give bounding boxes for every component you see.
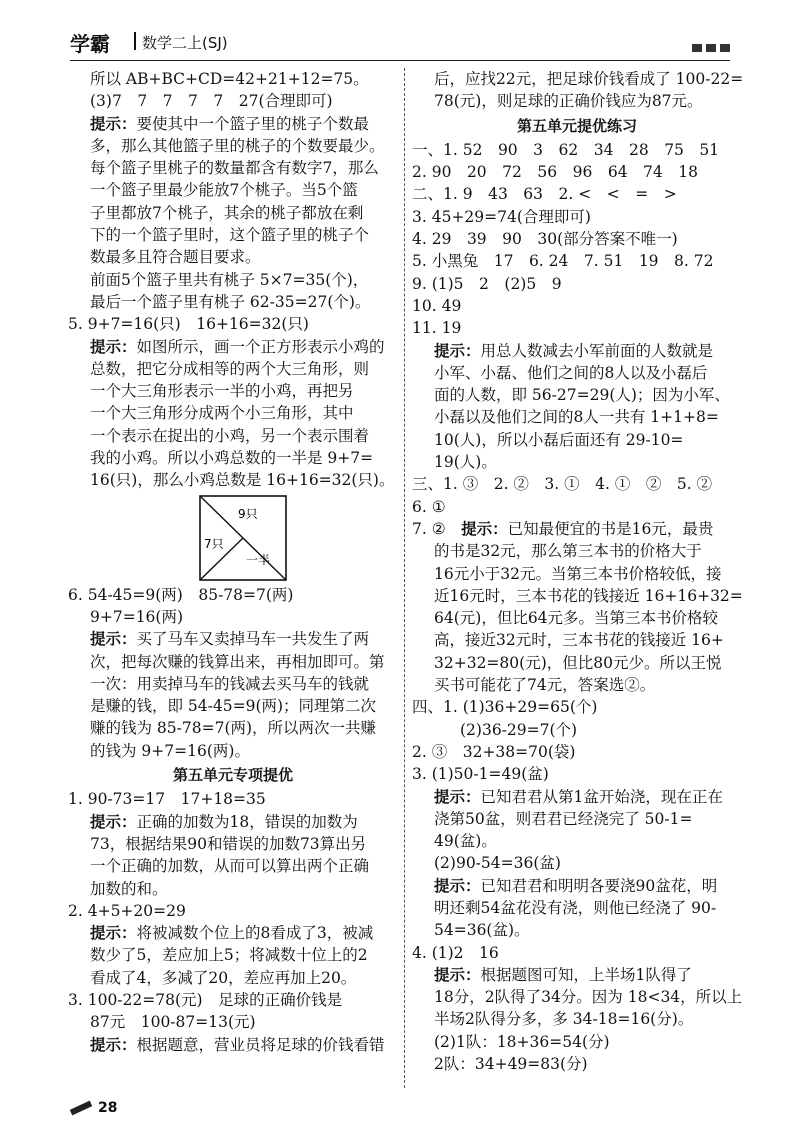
hint-line: 提示：正确的加数为18，错误的加数为 bbox=[90, 811, 358, 831]
answer-line: 54=36(盆)。 bbox=[434, 921, 530, 940]
label-right: 一半 bbox=[246, 552, 271, 567]
answer-line: 2. ③ 32+38=70(袋) bbox=[412, 742, 576, 761]
hint-line: 提示：要使其中一个篮子里的桃子个数最 bbox=[90, 113, 370, 133]
hint-line: 提示：将被减数个位上的8看成了3，被减 bbox=[90, 923, 374, 943]
hint-line: 提示：已知君君从第1盆开始浇，现在正在 bbox=[434, 786, 723, 806]
answer-line: 9+7=16(两) bbox=[90, 607, 184, 626]
answer-line: (2)1队：18+36=54(分) bbox=[434, 1032, 610, 1051]
answer-line: 一个表示在捉出的小鸡，另一个表示围着 bbox=[90, 426, 370, 445]
answer-line: 3. 45+29=74(合理即可) bbox=[412, 207, 591, 226]
right-column bbox=[412, 68, 742, 1075]
answer-line: 87元 100-87=13(元) bbox=[90, 1013, 256, 1032]
answer-line: 一个篮子里最少能放7个桃子。当5个篮 bbox=[90, 181, 358, 200]
chick-figure bbox=[68, 492, 398, 584]
brand-logo: 学霸 bbox=[70, 32, 110, 56]
answer-line: 次，把每次赚的钱算出来，再相加即可。第 bbox=[90, 652, 385, 671]
answer-line: 总数，把它分成相等的两个大三角形，则 bbox=[90, 359, 370, 378]
page-number: 28 bbox=[98, 1100, 118, 1116]
hint-label: 提示： bbox=[90, 629, 137, 649]
answer-line: 看成了4，多减了20，差应再加上20。 bbox=[90, 968, 357, 987]
answer-line: 18分，2队得了34分。因为 18<34，所以上 bbox=[434, 988, 743, 1007]
left-column bbox=[68, 68, 398, 1056]
answer-line: 我的小鸡。所以小鸡总数的一半是 9+7= bbox=[90, 449, 374, 468]
answer-line: 加数的和。 bbox=[90, 879, 168, 898]
answer-line: 5. 9+7=16(只) 16+16=32(只) bbox=[68, 315, 309, 334]
book-subject: 数学二上(SJ) bbox=[142, 34, 228, 52]
answer-line: 的钱为 9+7=16(两)。 bbox=[90, 741, 250, 760]
answer-line: 9. (1)5 2 (2)5 9 bbox=[412, 274, 562, 293]
answer-line: 一个大三角形分成两个小三角形，其中 bbox=[90, 404, 354, 423]
answer-line: 6. 54-45=9(两) 85-78=7(两) bbox=[68, 585, 294, 604]
hint-label: 提示： bbox=[90, 113, 137, 133]
answer-line: 子里都放7个桃子，其余的桃子都放在剩 bbox=[90, 203, 364, 222]
answer-line: 2. 90 20 72 56 96 64 74 18 bbox=[412, 163, 699, 182]
answer-line: 73，根据结果90和错误的加数73算出另 bbox=[90, 834, 367, 853]
answer-line: 4. 29 39 90 30(部分答案不唯一) bbox=[412, 230, 678, 249]
answer-line: 半场2队得分多，多 34-18=16(分)。 bbox=[434, 1010, 694, 1029]
hint-label: 提示： bbox=[90, 811, 137, 831]
answer-line: 一个正确的加数，从而可以算出两个正确 bbox=[90, 857, 370, 876]
answer-line: 每个篮子里桃子的数量都含有数字7，那么 bbox=[90, 159, 379, 178]
answer-line: 一个大三角形表示一半的小鸡，再把另 bbox=[90, 382, 354, 401]
label-top: 9只 bbox=[238, 506, 258, 521]
answer-line: 一、1. 52 90 3 62 34 28 75 51 bbox=[412, 140, 720, 159]
answer-line: 三、1. ③ 2. ② 3. ① 4. ① ② 5. ② bbox=[412, 475, 713, 494]
answer-line: 10(人)，所以小磊后面还有 29-10= bbox=[434, 430, 684, 449]
section-title: 第五单元提优练习 bbox=[516, 116, 637, 135]
answer-line: 最后一个篮子里有桃子 62-35=27(个)。 bbox=[90, 292, 371, 311]
answer-line: 近16元时，三本书花的钱接近 16+16+32= bbox=[434, 586, 743, 605]
page-footer bbox=[70, 1100, 117, 1116]
answer-line: 2队：34+49=83(分) bbox=[434, 1055, 588, 1074]
answer-line: 5. 小黑兔 17 6. 24 7. 51 19 8. 72 bbox=[412, 252, 714, 271]
answer-line: 明还剩54盆花没有浇，则他已经浇了 90- bbox=[434, 898, 717, 917]
answer-line: 3. (1)50-1=49(盆) bbox=[412, 765, 549, 784]
hint-line: 提示：根据题图可知，上半场1队得了 bbox=[434, 964, 692, 984]
hint-label: 提示： bbox=[434, 964, 481, 984]
hint-line: 提示：已知君君和明明各要浇90盆花，明 bbox=[434, 875, 718, 895]
answer-line: 多，那么其他篮子里的桃子的个数要最少。 bbox=[90, 136, 385, 155]
hint-line: 提示：根据题意，营业员将足球的价钱看错 bbox=[90, 1034, 385, 1054]
answer-line: 赚的钱为 85-78=7(两)，所以两次一共赚 bbox=[90, 719, 377, 738]
answer-line: 64(元)，但比64元多。当第三本书价格较 bbox=[434, 609, 719, 628]
answer-line: (3)7 7 7 7 7 27(合理即可) bbox=[90, 92, 333, 111]
answer-line: 面的人数，即 56-27=29(人)；因为小军、 bbox=[434, 386, 730, 405]
hint-label: 提示： bbox=[434, 340, 481, 360]
answer-line: 一次：用卖掉马车的钱减去买马车的钱就 bbox=[90, 674, 370, 693]
answer-line: 7. ② 提示：已知最便宜的书是16元，最贵 bbox=[412, 518, 714, 538]
answer-line: 32+32=80(元)，但比80元少。所以王悦 bbox=[434, 653, 722, 672]
answer-line: 19(人)。 bbox=[434, 453, 497, 472]
header-decor bbox=[692, 44, 730, 52]
hint-line: 提示：如图所示，画一个正方形表示小鸡的 bbox=[90, 336, 385, 356]
answer-line: 数少了5，差应加上5；将减数十位上的2 bbox=[90, 946, 368, 965]
answer-line: 前面5个篮子里共有桃子 5×7=35(个)， bbox=[90, 270, 369, 289]
answer-line: 二、1. 9 43 63 2. < < = > bbox=[412, 185, 677, 204]
answer-line: 后，应找22元，把足球价钱看成了 100-22= bbox=[434, 70, 744, 88]
hint-label: 提示： bbox=[434, 786, 481, 806]
hint-label: 提示： bbox=[90, 1034, 137, 1054]
answer-line: 78(元)，则足球的正确价钱应为87元。 bbox=[434, 92, 703, 111]
answer-line: 10. 49 bbox=[412, 296, 462, 315]
answer-line: 是赚的钱，即 54-45=9(两)；同理第二次 bbox=[90, 697, 377, 716]
answer-line: 高，接近32元时，三本书花的钱接近 16+ bbox=[434, 631, 724, 650]
answer-line: 浇第50盆，则君君已经浇完了 50-1= bbox=[434, 809, 693, 828]
page-header bbox=[70, 20, 730, 60]
header-rule bbox=[70, 60, 730, 61]
answer-line: (2)36-29=7(个) bbox=[460, 720, 578, 739]
answer-line: 1. 90-73=17 17+18=35 bbox=[68, 790, 266, 809]
answer-line: 11. 19 bbox=[412, 319, 462, 338]
answer-line: 49(盆)。 bbox=[434, 832, 497, 851]
hint-label: 提示： bbox=[90, 336, 137, 356]
answer-line: 所以 AB+BC+CD=42+21+12=75。 bbox=[90, 70, 369, 88]
answer-line: 6. ① bbox=[412, 497, 446, 516]
answer-line: 4. (1)2 16 bbox=[412, 943, 499, 962]
hint-line: 提示：买了马车又卖掉马车一共发生了两 bbox=[90, 629, 370, 649]
answer-line: 下的一个篮子里时，这个篮子里的桃子个 bbox=[90, 226, 370, 245]
hint-line: 提示：用总人数减去小军前面的人数就是 bbox=[434, 340, 714, 360]
answer-line: (2)90-54=36(盆) bbox=[434, 854, 561, 873]
hint-label: 提示： bbox=[90, 923, 137, 943]
answer-line: 16元小于32元。当第三本书价格较低，接 bbox=[434, 564, 722, 583]
answer-line: 2. 4+5+20=29 bbox=[68, 901, 186, 920]
hint-label: 提示： bbox=[434, 875, 481, 895]
pencil-icon bbox=[70, 1101, 92, 1116]
answer-line: 小军、小磊、他们之间的8人以及小磊后 bbox=[434, 363, 708, 382]
answer-line: 16(只)，那么小鸡总数是 16+16=32(只)。 bbox=[90, 471, 395, 490]
section-title: 第五单元专项提优 bbox=[172, 766, 293, 785]
answer-line: 的书是32元，那么第三本书的价格大于 bbox=[434, 542, 702, 561]
label-left: 7只 bbox=[204, 536, 224, 551]
answer-line: 3. 100-22=78(元) 足球的正确价钱是 bbox=[68, 990, 343, 1009]
answer-line: 四、1. (1)36+29=65(个) bbox=[412, 698, 598, 717]
square-diagram bbox=[198, 494, 290, 582]
answer-line: 买书可能花了74元，答案选②。 bbox=[434, 676, 656, 695]
hint-label: 提示： bbox=[461, 518, 508, 538]
answer-line: 数最多且符合题目要求。 bbox=[90, 248, 261, 267]
header-separator bbox=[134, 32, 136, 50]
column-divider bbox=[404, 68, 405, 1088]
answer-line: 小磊以及他们之间的8人一共有 1+1+8= bbox=[434, 408, 719, 427]
